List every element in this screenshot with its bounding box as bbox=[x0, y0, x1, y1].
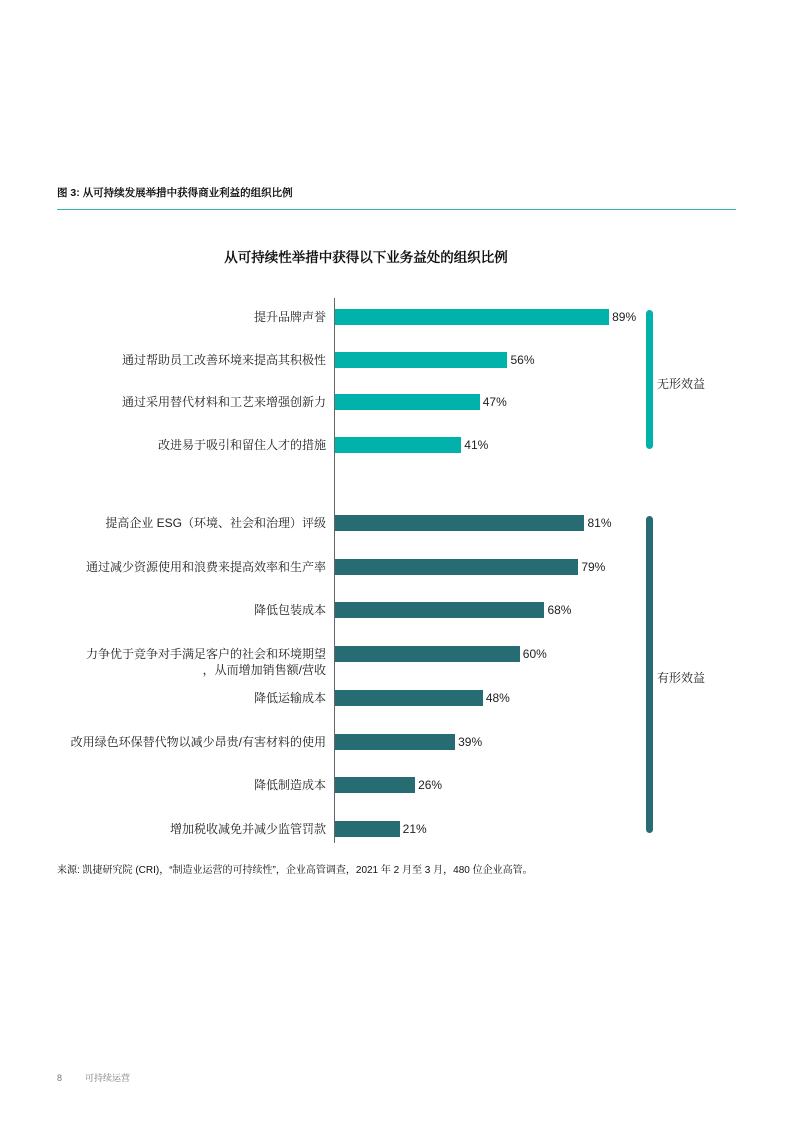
value-label: 56% bbox=[510, 352, 535, 367]
chart-bar-2-1 bbox=[335, 515, 584, 531]
group-label-1: 无形效益 bbox=[657, 376, 706, 391]
value-label: 89% bbox=[612, 310, 637, 324]
category-label: 改用绿色环保替代物以减少昂贵/有害材料的使用 bbox=[70, 734, 326, 749]
category-label: 提升品牌声誉 bbox=[253, 310, 326, 324]
group-bracket-2 bbox=[646, 516, 653, 833]
chart-bar-1-1 bbox=[335, 309, 609, 325]
chart-bar-2-6 bbox=[335, 734, 455, 750]
category-label: 增加税收减免并减少监管罚款 bbox=[169, 821, 326, 836]
value-label: 48% bbox=[485, 690, 510, 705]
chart-bar-2-5 bbox=[335, 690, 483, 706]
category-label: 通过减少资源使用和浪费来提高效率和生产率 bbox=[85, 559, 326, 574]
category-label: 提高企业 ESG（环境、社会和治理）评级 bbox=[105, 516, 326, 530]
chart-bar-2-4 bbox=[335, 646, 520, 662]
caption-divider bbox=[57, 209, 736, 210]
category-label: 降低制造成本 bbox=[253, 778, 326, 793]
value-label: 47% bbox=[482, 395, 507, 410]
category-label: 通过帮助员工改善环境来提高其积极性 bbox=[121, 352, 326, 367]
value-label: 81% bbox=[587, 516, 612, 530]
chart-bar-2-3 bbox=[335, 602, 544, 618]
value-label: 39% bbox=[458, 734, 483, 749]
group-label-2: 有形效益 bbox=[657, 671, 706, 686]
value-label: 26% bbox=[418, 778, 443, 793]
footer-section-title: 可持续运营 bbox=[85, 1073, 131, 1083]
category-label: 改进易于吸引和留住人才的措施 bbox=[157, 438, 326, 453]
group-bracket-1 bbox=[646, 310, 653, 449]
chart-bar-2-2 bbox=[335, 559, 578, 575]
value-label: 68% bbox=[547, 603, 572, 618]
chart-bar-1-2 bbox=[335, 352, 507, 368]
value-label: 41% bbox=[464, 438, 489, 453]
category-label: 通过采用替代材料和工艺来增强创新力 bbox=[121, 395, 326, 410]
category-label: 降低包装成本 bbox=[253, 603, 326, 618]
source-note: 来源: 凯捷研究院 (CRI)，“制造业运营的可持续性”，企业高管调查，2021 年 2 月至 3 月，480 位企业高管。 bbox=[57, 865, 533, 876]
bar-chart bbox=[0, 240, 793, 850]
page-number: 8 bbox=[57, 1073, 63, 1083]
figure-caption: 图 3: 从可持续发展举措中获得商业利益的组织比例 bbox=[57, 187, 293, 199]
chart-title: 从可持续性举措中获得以下业务益处的组织比例 bbox=[224, 250, 508, 265]
category-label: 降低运输成本 bbox=[253, 690, 326, 705]
chart-bar-2-7 bbox=[335, 777, 415, 793]
value-label: 60% bbox=[522, 647, 547, 662]
value-label: 79% bbox=[581, 559, 606, 574]
value-label: 21% bbox=[402, 821, 427, 836]
category-label: 力争优于竞争对手满足客户的社会和环境期望 ，从而增加销售额/营收 bbox=[85, 647, 326, 678]
chart-bar-1-3 bbox=[335, 394, 480, 410]
chart-bar-2-8 bbox=[335, 821, 400, 837]
chart-bar-1-4 bbox=[335, 437, 461, 453]
